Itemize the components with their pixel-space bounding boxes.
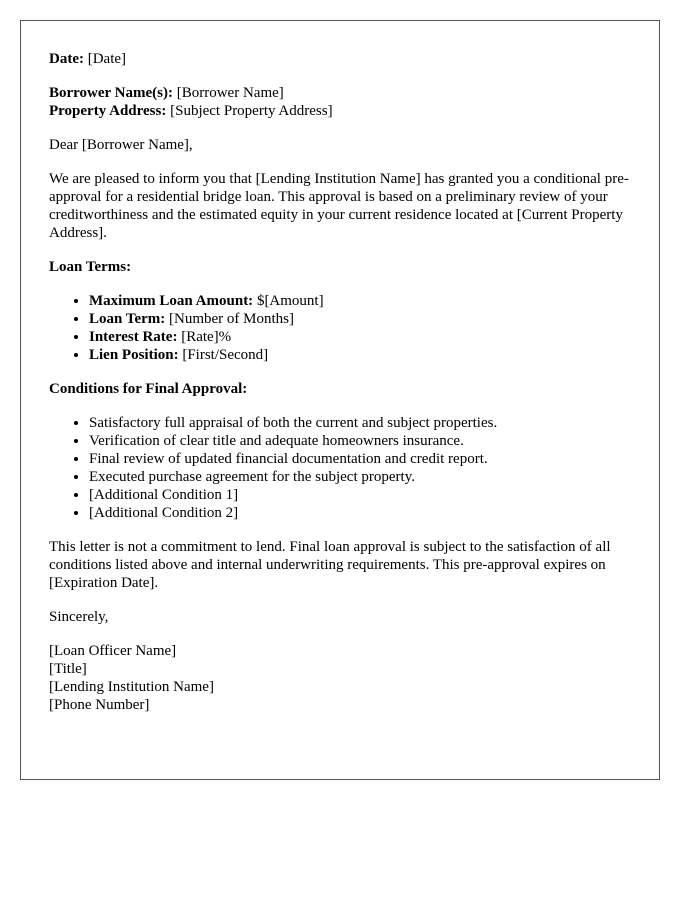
loan-term-label: Lien Position:: [89, 347, 179, 363]
conditions-heading-text: Conditions for Final Approval:: [49, 381, 248, 397]
phone-number: [Phone Number]: [49, 697, 150, 713]
closing-paragraph: This letter is not a commitment to lend. Final loan approval is subject to the satisfaction of all conditions listed above and internal underwriting requirements. This pre-approval expires on [Expiration Date].: [49, 539, 611, 591]
loan-term-value: [First/Second]: [182, 347, 269, 363]
loan-term-label: Maximum Loan Amount:: [89, 293, 254, 309]
loan-term-item-lien-position: [89, 346, 639, 364]
property-address-label: Property Address:: [49, 103, 167, 119]
loan-officer-name: [Loan Officer Name]: [49, 643, 177, 659]
signature-block: [49, 642, 639, 714]
condition-item: • [Additional Condition 1]: [89, 486, 639, 504]
loan-term-item-term: [89, 310, 639, 328]
loan-term-item-max-amount: [89, 292, 639, 310]
loan-term-value: [Number of Months]: [169, 311, 294, 327]
condition-item: • Verification of clear title and adequate homeowners insurance.: [89, 432, 639, 450]
salutation: Dear [Borrower Name],: [49, 137, 193, 153]
condition-item: • Executed purchase agreement for the subject property.: [89, 468, 639, 486]
property-address-value: [Subject Property Address]: [170, 103, 333, 119]
loan-term-label: Loan Term:: [89, 311, 166, 327]
date-value: [Date]: [87, 51, 127, 67]
date-label: Date:: [49, 51, 84, 67]
intro-paragraph: We are pleased to inform you that [Lending Institution Name] has granted you a conditional pre-approval for a residential bridge loan. This approval is based on a preliminary review of your creditworthiness and the estimated equity in your current residence located at [Current Property Address].: [49, 171, 629, 241]
borrower-value: [Borrower Name]: [176, 85, 284, 101]
letter-body: [49, 50, 639, 730]
signoff: Sincerely,: [49, 609, 109, 625]
loan-term-value: $[Amount]: [256, 293, 324, 309]
conditions-heading: [49, 380, 639, 398]
conditions-list: [49, 414, 639, 522]
officer-title: [Title]: [49, 661, 87, 677]
loan-terms-heading: [49, 258, 639, 276]
condition-item: • Final review of updated financial documentation and credit report.: [89, 450, 639, 468]
institution-name: [Lending Institution Name]: [49, 679, 214, 695]
loan-terms-heading-text: Loan Terms:: [49, 259, 132, 275]
loan-term-label: Interest Rate:: [89, 329, 178, 345]
loan-term-item-interest-rate: [89, 328, 639, 346]
loan-term-value: [Rate]%: [181, 329, 232, 345]
letter-page: [20, 20, 660, 780]
condition-item: • Satisfactory full appraisal of both the current and subject properties.: [89, 414, 639, 432]
date-line: [49, 50, 639, 68]
property-address-line: [49, 102, 639, 120]
condition-item: • [Additional Condition 2]: [89, 504, 639, 522]
borrower-line: [49, 84, 639, 102]
borrower-label: Borrower Name(s):: [49, 85, 173, 101]
loan-terms-list: [49, 292, 639, 364]
